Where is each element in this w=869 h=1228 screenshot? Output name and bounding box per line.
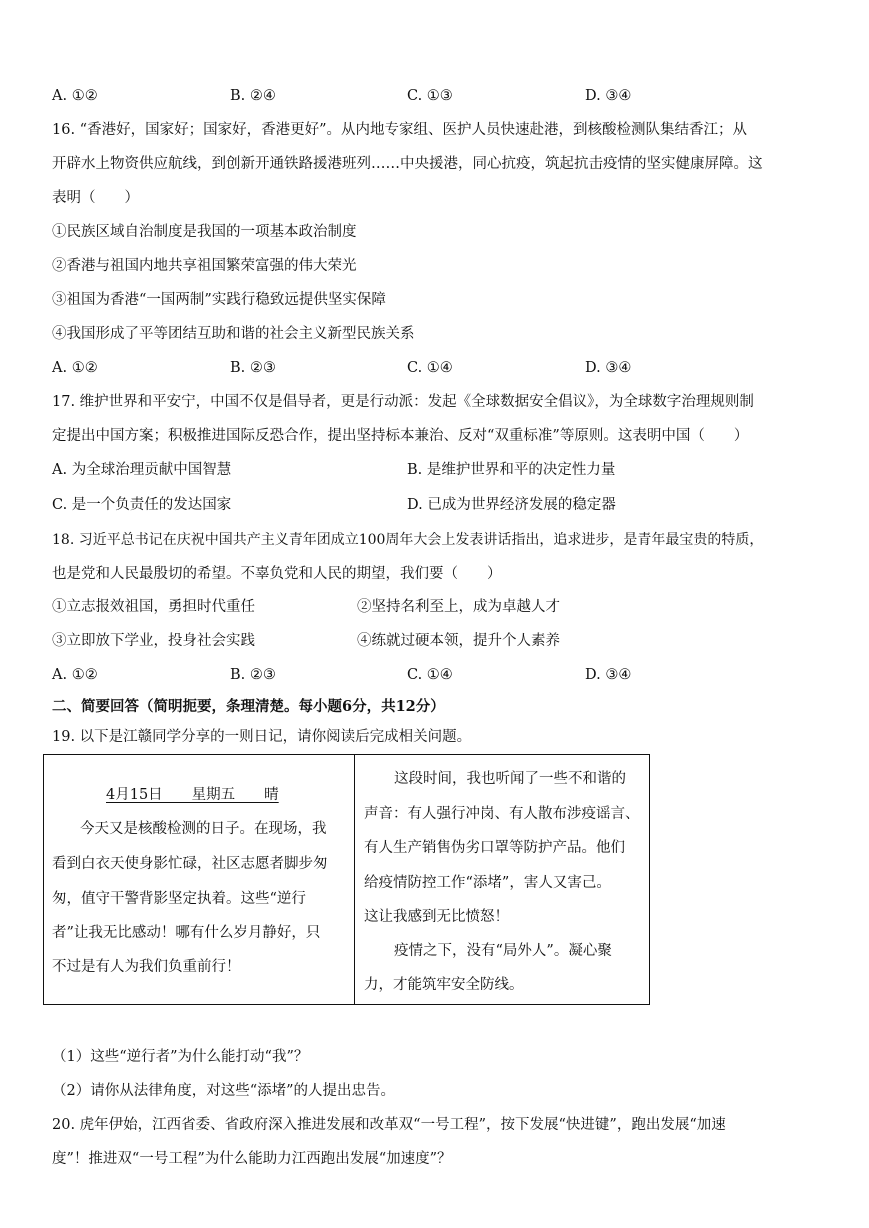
- q15-option-a: A. ①②: [52, 88, 98, 104]
- q18-statement-4: ④练就过硬本领，提升个人素养: [357, 633, 560, 649]
- q17-stem-line-1: 17. 维护世界和平安宁，中国不仅是倡导者，更是行动派：发起《全球数据安全倡议》，为全球数字治理规则制: [52, 394, 754, 410]
- q17-option-c: C. 是一个负责任的发达国家: [52, 497, 232, 513]
- q16-stem-line-2: 开辟水上物资供应航线，到创新开通铁路援港班列……中央援港，同心抗疫，筑起抗击疫情的坚实健康屏障。这: [52, 156, 763, 172]
- diary-right-line-6: 疫情之下，没有“局外人”。凝心聚: [394, 943, 612, 959]
- q18-option-d: D. ③④: [585, 667, 632, 683]
- q15-option-b: B. ②④: [230, 88, 276, 104]
- diary-right-line-3: 有人生产销售伪劣口罩等防护产品。他们: [364, 840, 625, 856]
- diary-left-line-1: 今天又是核酸检测的日子。在现场，我: [80, 821, 327, 837]
- q16-statement-4: ④我国形成了平等团结互助和谐的社会主义新型民族关系: [52, 326, 415, 342]
- q18-statements-row-2: [52, 631, 812, 651]
- q17-stem-line-2: 定提出中国方案；积极推进国际反恐合作，提出坚持标本兼治、反对“双重标准”等原则。这表明中国（ ）: [52, 428, 749, 444]
- q18-statements-row-1: [52, 597, 812, 617]
- q18-option-a: A. ①②: [52, 667, 98, 683]
- diary-date-line: 4月15日 星期五 晴: [106, 787, 279, 803]
- q18-stem-line-2: 也是党和人民最殷切的希望。不辜负党和人民的期望，我们要（ ）: [52, 566, 502, 582]
- q19-stem: 19. 以下是江赣同学分享的一则日记，请你阅读后完成相关问题。: [52, 729, 472, 745]
- diary-right-line-4: 给疫情防控工作“添堵”，害人又害己。: [364, 875, 611, 891]
- q16-statement-3: ③祖国为香港“一国两制”实践行稳致远提供坚实保障: [52, 292, 386, 308]
- section-2-heading: 二、简要回答（简明扼要，条理清楚。每小题6分，共12分）: [52, 698, 445, 715]
- q18-options: [52, 665, 812, 685]
- diary-divider: [354, 755, 355, 1004]
- q18-option-c: C. ①④: [407, 667, 453, 683]
- diary-right-line-5: 这让我感到无比愤怒！: [364, 909, 509, 925]
- q18-statement-1: ①立志报效祖国，勇担时代重任: [52, 599, 255, 615]
- q20-stem-line-2: 度”！推进双“一号工程”为什么能助力江西跑出发展“加速度”？: [52, 1151, 452, 1167]
- q15-option-c: C. ①③: [407, 88, 453, 104]
- q18-stem-line-1: 18. 习近平总书记在庆祝中国共产主义青年团成立100周年大会上发表讲话指出，追求进步，是青年最宝贵的特质，: [52, 532, 764, 548]
- q17-option-d: D. 已成为世界经济发展的稳定器: [407, 497, 616, 513]
- q16-options: [52, 358, 812, 378]
- q16-option-b: B. ②③: [230, 360, 276, 376]
- q15-options: [52, 86, 812, 106]
- q16-stem-line-1: 16. “香港好，国家好；国家好，香港更好”。从内地专家组、医护人员快速赴港，到核酸检测队集结香江；从: [52, 122, 747, 138]
- q16-option-c: C. ①④: [407, 360, 453, 376]
- q16-option-a: A. ①②: [52, 360, 98, 376]
- q18-statement-2: ②坚持名利至上，成为卓越人才: [357, 599, 560, 615]
- q19-sub-question-1: （1）这些“逆行者”为什么能打动“我”？: [52, 1049, 309, 1065]
- q16-stem-line-3: 表明（ ）: [52, 190, 139, 206]
- diary-left-line-4: 者”让我无比感动！哪有什么岁月静好，只: [52, 925, 321, 941]
- q18-option-b: B. ②③: [230, 667, 276, 683]
- q16-statement-1: ①民族区域自治制度是我国的一项基本政治制度: [52, 224, 357, 240]
- q17-options-row-2: [52, 495, 812, 515]
- diary-left-line-2: 看到白衣天使身影忙碌，社区志愿者脚步匆: [52, 856, 328, 872]
- diary-right-line-1: 这段时间，我也听闻了一些不和谐的: [394, 771, 626, 787]
- q17-option-a: A. 为全球治理贡献中国智慧: [52, 462, 232, 478]
- diary-right-line-7: 力，才能筑牢安全防线。: [364, 977, 524, 993]
- q18-statement-3: ③立即放下学业，投身社会实践: [52, 633, 255, 649]
- diary-left-line-3: 匆，值守干警背影坚定执着。这些“逆行: [52, 891, 306, 907]
- diary-box: [43, 754, 650, 1005]
- diary-right-line-2: 声音：有人强行冲岗、有人散布涉疫谣言、: [364, 806, 640, 822]
- q20-stem-line-1: 20. 虎年伊始，江西省委、省政府深入推进发展和改革双“一号工程”，按下发展“快进键”，跑出发展“加速: [52, 1117, 726, 1133]
- diary-left-line-5: 不过是有人为我们负重前行！: [52, 959, 241, 975]
- q15-option-d: D. ③④: [585, 88, 632, 104]
- q16-option-d: D. ③④: [585, 360, 632, 376]
- q16-statement-2: ②香港与祖国内地共享祖国繁荣富强的伟大荣光: [52, 258, 357, 274]
- q17-options-row-1: [52, 460, 812, 480]
- q19-sub-question-2: （2）请你从法律角度，对这些“添堵”的人提出忠告。: [52, 1083, 396, 1099]
- q17-option-b: B. 是维护世界和平的决定性力量: [407, 462, 616, 478]
